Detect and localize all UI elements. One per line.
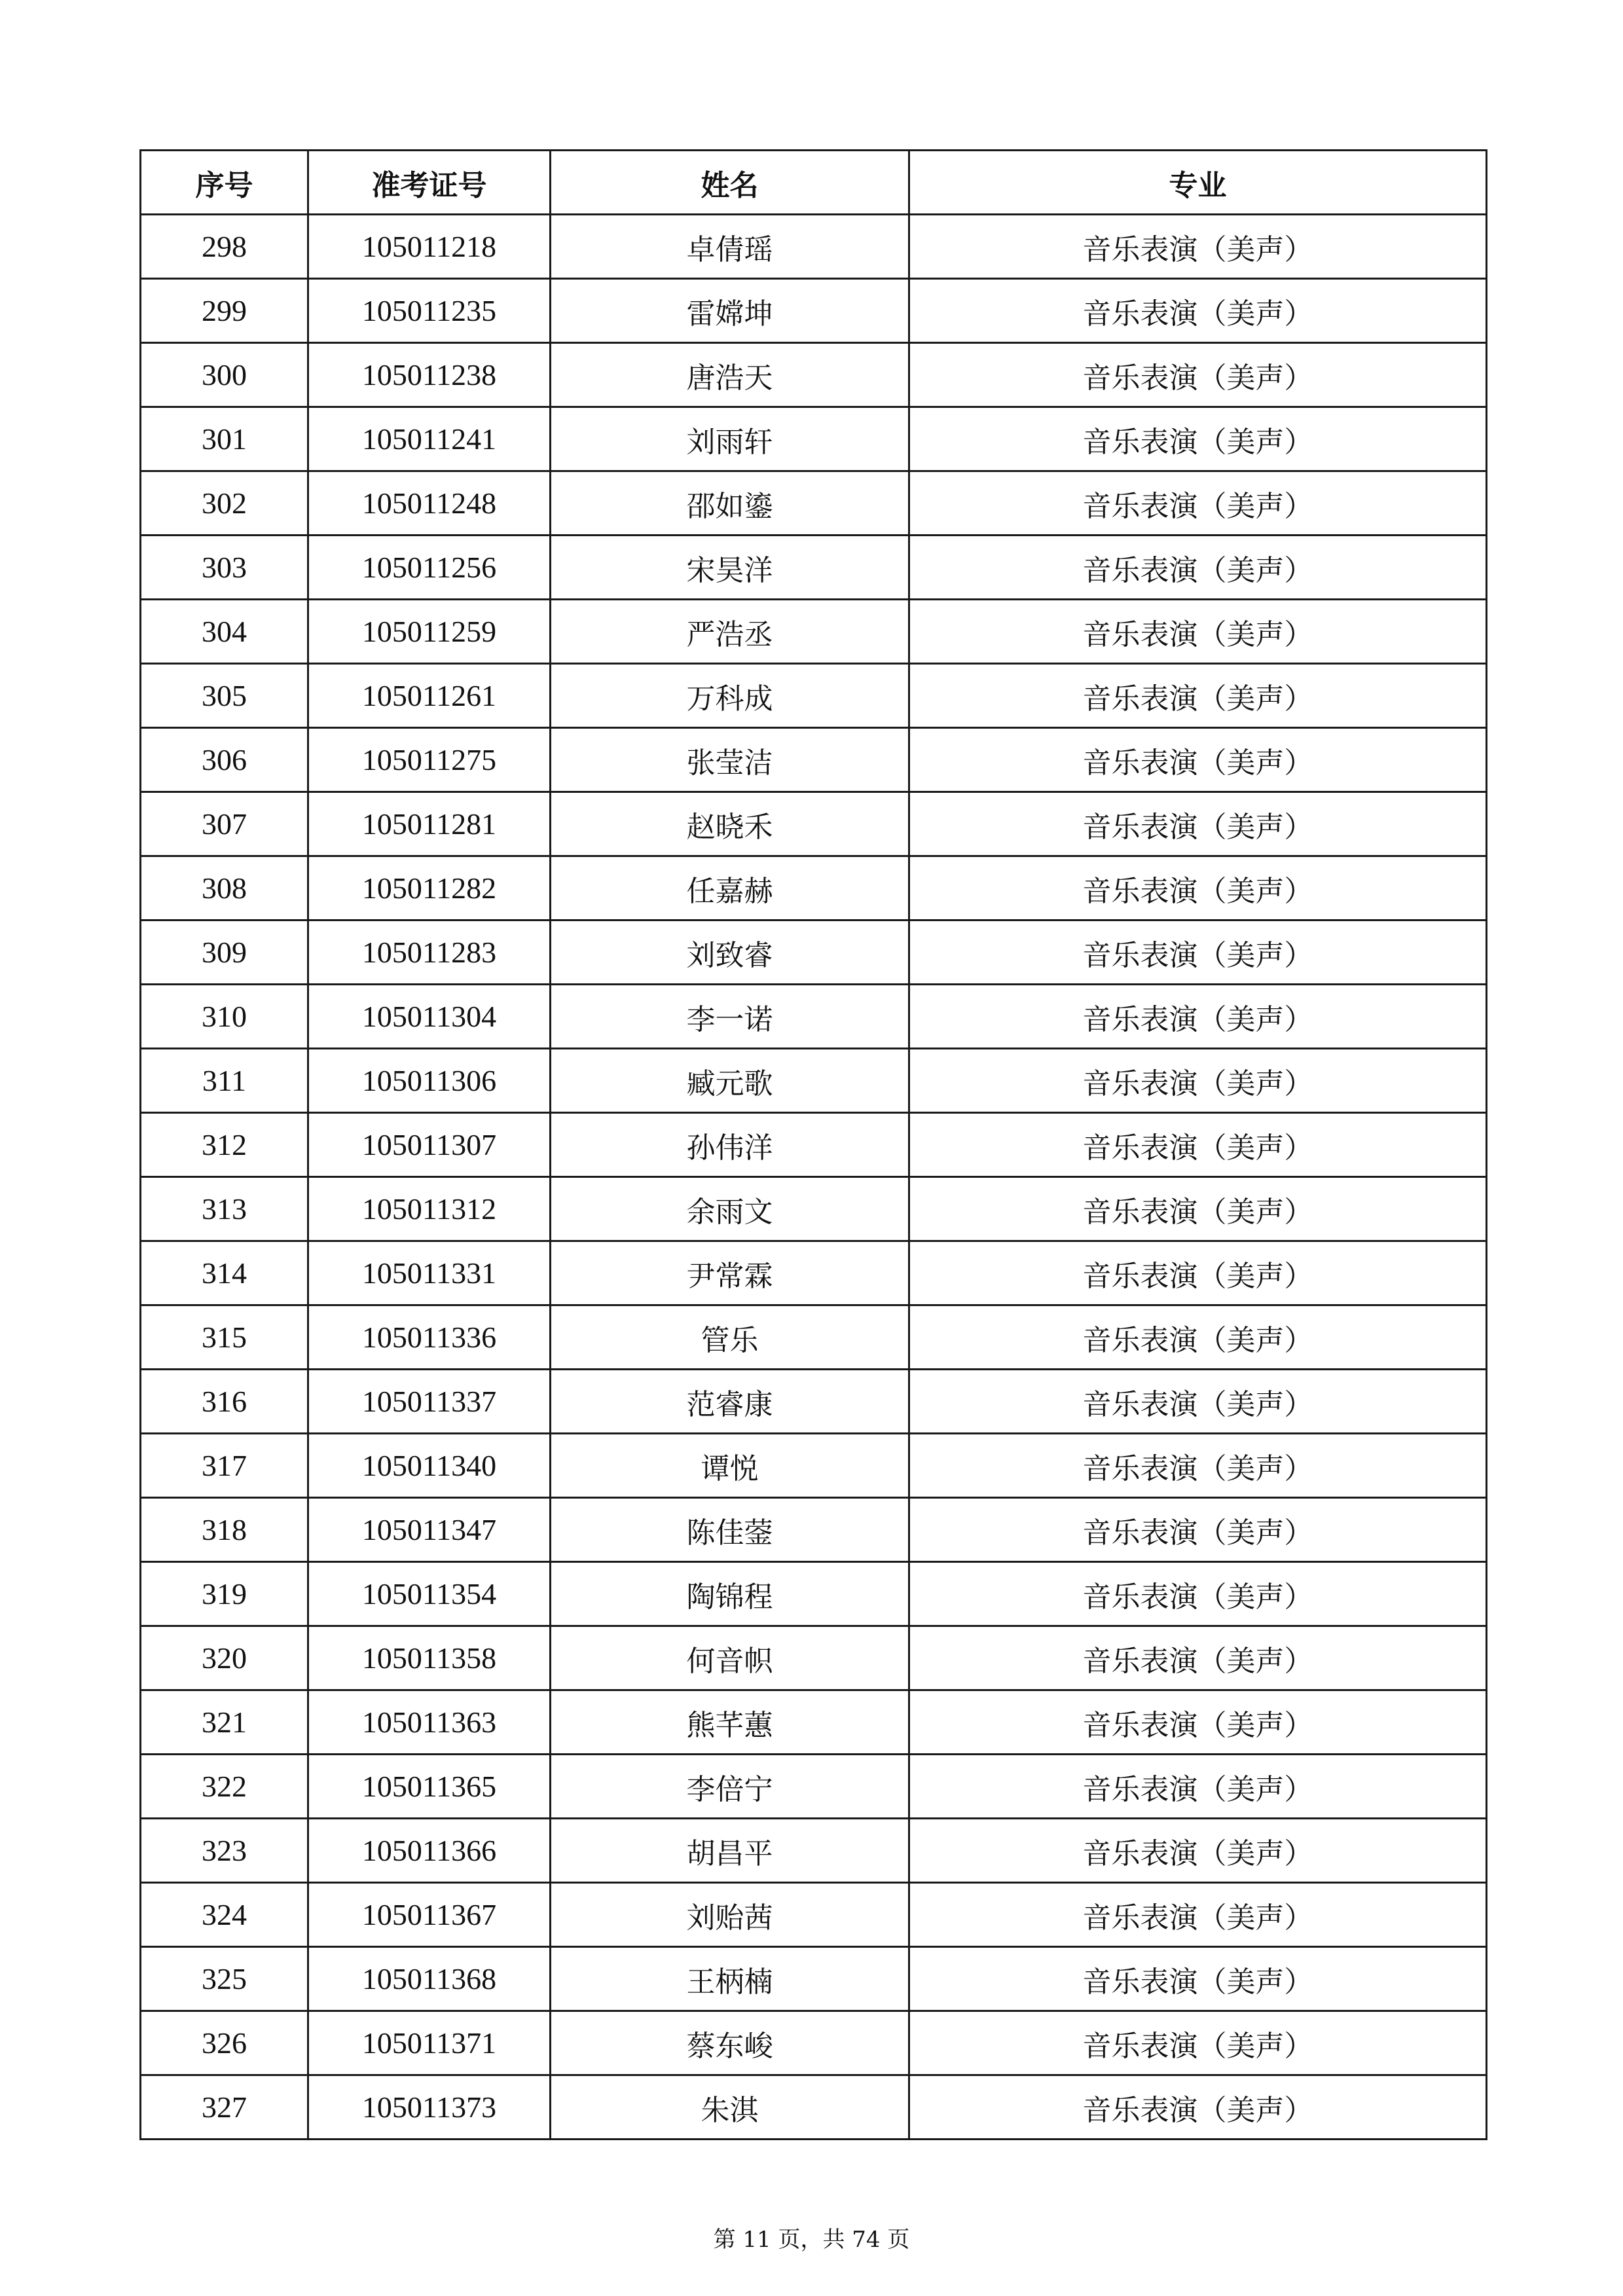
admission-list-table — [139, 149, 1487, 2140]
cell-name: 刘贻茜 — [551, 1883, 909, 1947]
cell-name: 何音帜 — [551, 1626, 909, 1690]
header-row — [141, 151, 1487, 215]
table-row — [141, 1819, 1487, 1883]
cell-major: 音乐表演（美声） — [909, 1498, 1487, 1562]
cell-index: 326 — [141, 2011, 308, 2075]
table-row — [141, 600, 1487, 664]
table-row — [141, 1498, 1487, 1562]
cell-major: 音乐表演（美声） — [909, 856, 1487, 920]
cell-major: 音乐表演（美声） — [909, 2075, 1487, 2140]
cell-name: 邵如鎏 — [551, 471, 909, 536]
table-row — [141, 1562, 1487, 1626]
cell-index: 303 — [141, 536, 308, 600]
cell-index: 319 — [141, 1562, 308, 1626]
cell-name: 尹常霖 — [551, 1241, 909, 1305]
cell-exam-id: 105011363 — [308, 1690, 551, 1755]
cell-index: 307 — [141, 792, 308, 856]
table-row — [141, 728, 1487, 792]
cell-name: 任嘉赫 — [551, 856, 909, 920]
header-major: 专业 — [909, 151, 1487, 215]
table-row — [141, 407, 1487, 471]
table-row — [141, 1241, 1487, 1305]
cell-name: 谭悦 — [551, 1434, 909, 1498]
cell-name: 臧元歌 — [551, 1049, 909, 1113]
table-row — [141, 1177, 1487, 1241]
cell-exam-id: 105011306 — [308, 1049, 551, 1113]
cell-exam-id: 105011358 — [308, 1626, 551, 1690]
table-row — [141, 1370, 1487, 1434]
cell-name: 卓倩瑶 — [551, 215, 909, 279]
table-row — [141, 215, 1487, 279]
cell-index: 322 — [141, 1755, 308, 1819]
cell-index: 327 — [141, 2075, 308, 2140]
cell-major: 音乐表演（美声） — [909, 600, 1487, 664]
cell-major: 音乐表演（美声） — [909, 279, 1487, 343]
cell-name: 蔡东峻 — [551, 2011, 909, 2075]
cell-exam-id: 105011347 — [308, 1498, 551, 1562]
cell-major: 音乐表演（美声） — [909, 1883, 1487, 1947]
table-row — [141, 792, 1487, 856]
cell-name: 管乐 — [551, 1305, 909, 1370]
cell-major: 音乐表演（美声） — [909, 215, 1487, 279]
cell-exam-id: 105011241 — [308, 407, 551, 471]
cell-exam-id: 105011354 — [308, 1562, 551, 1626]
cell-major: 音乐表演（美声） — [909, 1241, 1487, 1305]
cell-major: 音乐表演（美声） — [909, 407, 1487, 471]
table-body — [141, 215, 1487, 2140]
table-row — [141, 1755, 1487, 1819]
table-row — [141, 471, 1487, 536]
cell-index: 314 — [141, 1241, 308, 1305]
cell-name: 陈佳蓥 — [551, 1498, 909, 1562]
header-index: 序号 — [141, 151, 308, 215]
cell-index: 302 — [141, 471, 308, 536]
cell-name: 刘致睿 — [551, 920, 909, 985]
cell-exam-id: 105011283 — [308, 920, 551, 985]
cell-index: 313 — [141, 1177, 308, 1241]
cell-major: 音乐表演（美声） — [909, 728, 1487, 792]
cell-exam-id: 105011371 — [308, 2011, 551, 2075]
cell-major: 音乐表演（美声） — [909, 1370, 1487, 1434]
table-row — [141, 664, 1487, 728]
cell-exam-id: 105011281 — [308, 792, 551, 856]
table-row — [141, 2011, 1487, 2075]
page-footer — [0, 2221, 1623, 2253]
cell-index: 325 — [141, 1947, 308, 2011]
cell-exam-id: 105011337 — [308, 1370, 551, 1434]
table-row — [141, 1947, 1487, 2011]
cell-major: 音乐表演（美声） — [909, 664, 1487, 728]
cell-index: 300 — [141, 343, 308, 407]
cell-index: 309 — [141, 920, 308, 985]
cell-major: 音乐表演（美声） — [909, 343, 1487, 407]
cell-major: 音乐表演（美声） — [909, 1113, 1487, 1177]
cell-exam-id: 105011312 — [308, 1177, 551, 1241]
cell-index: 323 — [141, 1819, 308, 1883]
cell-exam-id: 105011367 — [308, 1883, 551, 1947]
cell-index: 320 — [141, 1626, 308, 1690]
cell-major: 音乐表演（美声） — [909, 1049, 1487, 1113]
cell-major: 音乐表演（美声） — [909, 2011, 1487, 2075]
table-row — [141, 1883, 1487, 1947]
cell-name: 雷嫦坤 — [551, 279, 909, 343]
cell-index: 312 — [141, 1113, 308, 1177]
table-row — [141, 343, 1487, 407]
cell-major: 音乐表演（美声） — [909, 792, 1487, 856]
cell-exam-id: 105011366 — [308, 1819, 551, 1883]
cell-index: 301 — [141, 407, 308, 471]
cell-name: 胡昌平 — [551, 1819, 909, 1883]
cell-name: 唐浩天 — [551, 343, 909, 407]
cell-name: 熊芊蕙 — [551, 1690, 909, 1755]
cell-name: 万科成 — [551, 664, 909, 728]
cell-exam-id: 105011307 — [308, 1113, 551, 1177]
cell-exam-id: 105011331 — [308, 1241, 551, 1305]
cell-name: 孙伟洋 — [551, 1113, 909, 1177]
cell-name: 宋昊洋 — [551, 536, 909, 600]
cell-name: 赵晓禾 — [551, 792, 909, 856]
cell-exam-id: 105011373 — [308, 2075, 551, 2140]
cell-exam-id: 105011256 — [308, 536, 551, 600]
header-exam-id: 准考证号 — [308, 151, 551, 215]
cell-name: 余雨文 — [551, 1177, 909, 1241]
cell-exam-id: 105011261 — [308, 664, 551, 728]
cell-name: 张莹洁 — [551, 728, 909, 792]
table-row — [141, 279, 1487, 343]
cell-exam-id: 105011259 — [308, 600, 551, 664]
cell-index: 299 — [141, 279, 308, 343]
cell-exam-id: 105011218 — [308, 215, 551, 279]
cell-name: 朱淇 — [551, 2075, 909, 2140]
cell-index: 308 — [141, 856, 308, 920]
cell-exam-id: 105011275 — [308, 728, 551, 792]
table-row — [141, 1049, 1487, 1113]
cell-exam-id: 105011238 — [308, 343, 551, 407]
cell-major: 音乐表演（美声） — [909, 1626, 1487, 1690]
page-number-text: 第 11 页，共 74 页 — [713, 2227, 910, 2253]
header-name: 姓名 — [551, 151, 909, 215]
table-row — [141, 1113, 1487, 1177]
cell-name: 王柄楠 — [551, 1947, 909, 2011]
cell-name: 严浩丞 — [551, 600, 909, 664]
cell-index: 324 — [141, 1883, 308, 1947]
cell-major: 音乐表演（美声） — [909, 1819, 1487, 1883]
cell-index: 316 — [141, 1370, 308, 1434]
table-header — [141, 151, 1487, 215]
cell-major: 音乐表演（美声） — [909, 1177, 1487, 1241]
cell-exam-id: 105011340 — [308, 1434, 551, 1498]
table-row — [141, 920, 1487, 985]
cell-index: 321 — [141, 1690, 308, 1755]
cell-major: 音乐表演（美声） — [909, 1305, 1487, 1370]
table-row — [141, 1305, 1487, 1370]
table-row — [141, 536, 1487, 600]
table-row — [141, 1690, 1487, 1755]
cell-exam-id: 105011368 — [308, 1947, 551, 2011]
cell-exam-id: 105011304 — [308, 985, 551, 1049]
cell-index: 305 — [141, 664, 308, 728]
cell-major: 音乐表演（美声） — [909, 1562, 1487, 1626]
cell-index: 317 — [141, 1434, 308, 1498]
cell-index: 304 — [141, 600, 308, 664]
cell-exam-id: 105011365 — [308, 1755, 551, 1819]
cell-exam-id: 105011235 — [308, 279, 551, 343]
cell-name: 李倍宁 — [551, 1755, 909, 1819]
cell-major: 音乐表演（美声） — [909, 1434, 1487, 1498]
cell-name: 范睿康 — [551, 1370, 909, 1434]
cell-index: 310 — [141, 985, 308, 1049]
cell-name: 陶锦程 — [551, 1562, 909, 1626]
cell-major: 音乐表演（美声） — [909, 1947, 1487, 2011]
table-row — [141, 856, 1487, 920]
cell-index: 318 — [141, 1498, 308, 1562]
cell-index: 306 — [141, 728, 308, 792]
table-row — [141, 1434, 1487, 1498]
table-row — [141, 985, 1487, 1049]
table-row — [141, 2075, 1487, 2140]
cell-exam-id: 105011248 — [308, 471, 551, 536]
table-row — [141, 1626, 1487, 1690]
cell-major: 音乐表演（美声） — [909, 1755, 1487, 1819]
cell-index: 315 — [141, 1305, 308, 1370]
cell-major: 音乐表演（美声） — [909, 920, 1487, 985]
cell-index: 298 — [141, 215, 308, 279]
cell-major: 音乐表演（美声） — [909, 1690, 1487, 1755]
cell-exam-id: 105011282 — [308, 856, 551, 920]
cell-name: 李一诺 — [551, 985, 909, 1049]
cell-major: 音乐表演（美声） — [909, 471, 1487, 536]
cell-exam-id: 105011336 — [308, 1305, 551, 1370]
cell-major: 音乐表演（美声） — [909, 536, 1487, 600]
cell-index: 311 — [141, 1049, 308, 1113]
cell-major: 音乐表演（美声） — [909, 985, 1487, 1049]
cell-name: 刘雨轩 — [551, 407, 909, 471]
